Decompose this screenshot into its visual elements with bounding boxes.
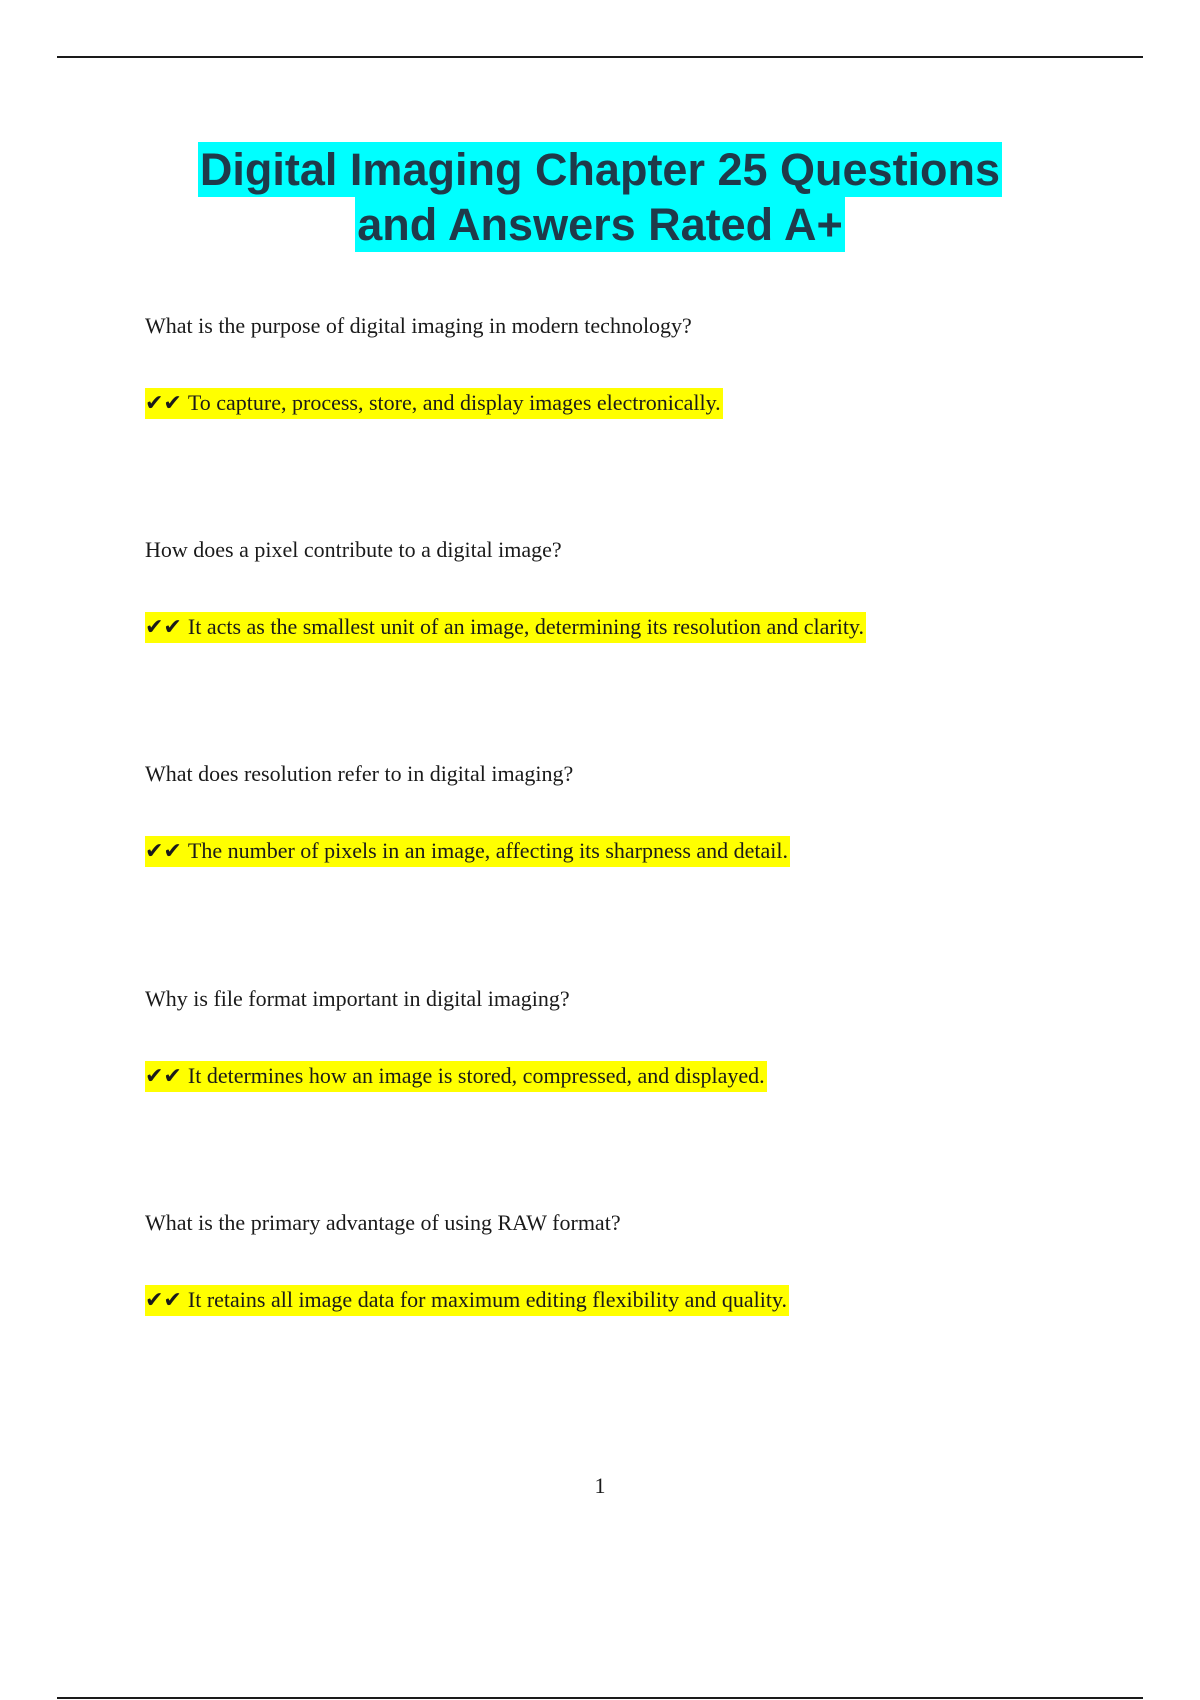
question-text: What is the primary advantage of using RAW format? [145,1210,621,1235]
qa-item [145,760,1095,864]
page-number: 1 [594,1473,606,1498]
qa-item [145,536,1095,640]
answer-text [145,612,866,643]
question-text: Why is file format important in digital imaging? [145,986,570,1011]
document-title [0,142,1200,252]
double-check-icon: ✔✔ [145,1064,182,1089]
qa-item [145,312,1095,416]
answer-body: The number of pixels in an image, affecting its sharpness and detail. [187,838,789,863]
double-check-icon: ✔✔ [145,839,182,864]
double-check-icon: ✔✔ [145,1288,182,1313]
question-text: What does resolution refer to in digital imaging? [145,761,574,786]
answer-body: To capture, process, store, and display images electronically. [187,390,721,415]
answer-body: It acts as the smallest unit of an image, determining its resolution and clarity. [187,614,864,639]
question-text: What is the purpose of digital imaging in modern technology? [145,313,692,338]
footer-rule [57,1697,1143,1699]
answer-body: It determines how an image is stored, compressed, and displayed. [187,1063,765,1088]
answer-text [145,1285,789,1316]
answer-text [145,836,790,867]
qa-item [145,985,1095,1089]
answer-text [145,1061,767,1092]
header-rule [57,56,1143,58]
title-line-2: and Answers Rated A+ [357,199,843,250]
question-text: How does a pixel contribute to a digital image? [145,537,562,562]
answer-body: It retains all image data for maximum editing flexibility and quality. [187,1287,788,1312]
double-check-icon: ✔✔ [145,615,182,640]
qa-item [145,1209,1095,1313]
answer-text [145,388,723,419]
double-check-icon: ✔✔ [145,391,182,416]
title-line-1: Digital Imaging Chapter 25 Questions [199,144,1001,195]
